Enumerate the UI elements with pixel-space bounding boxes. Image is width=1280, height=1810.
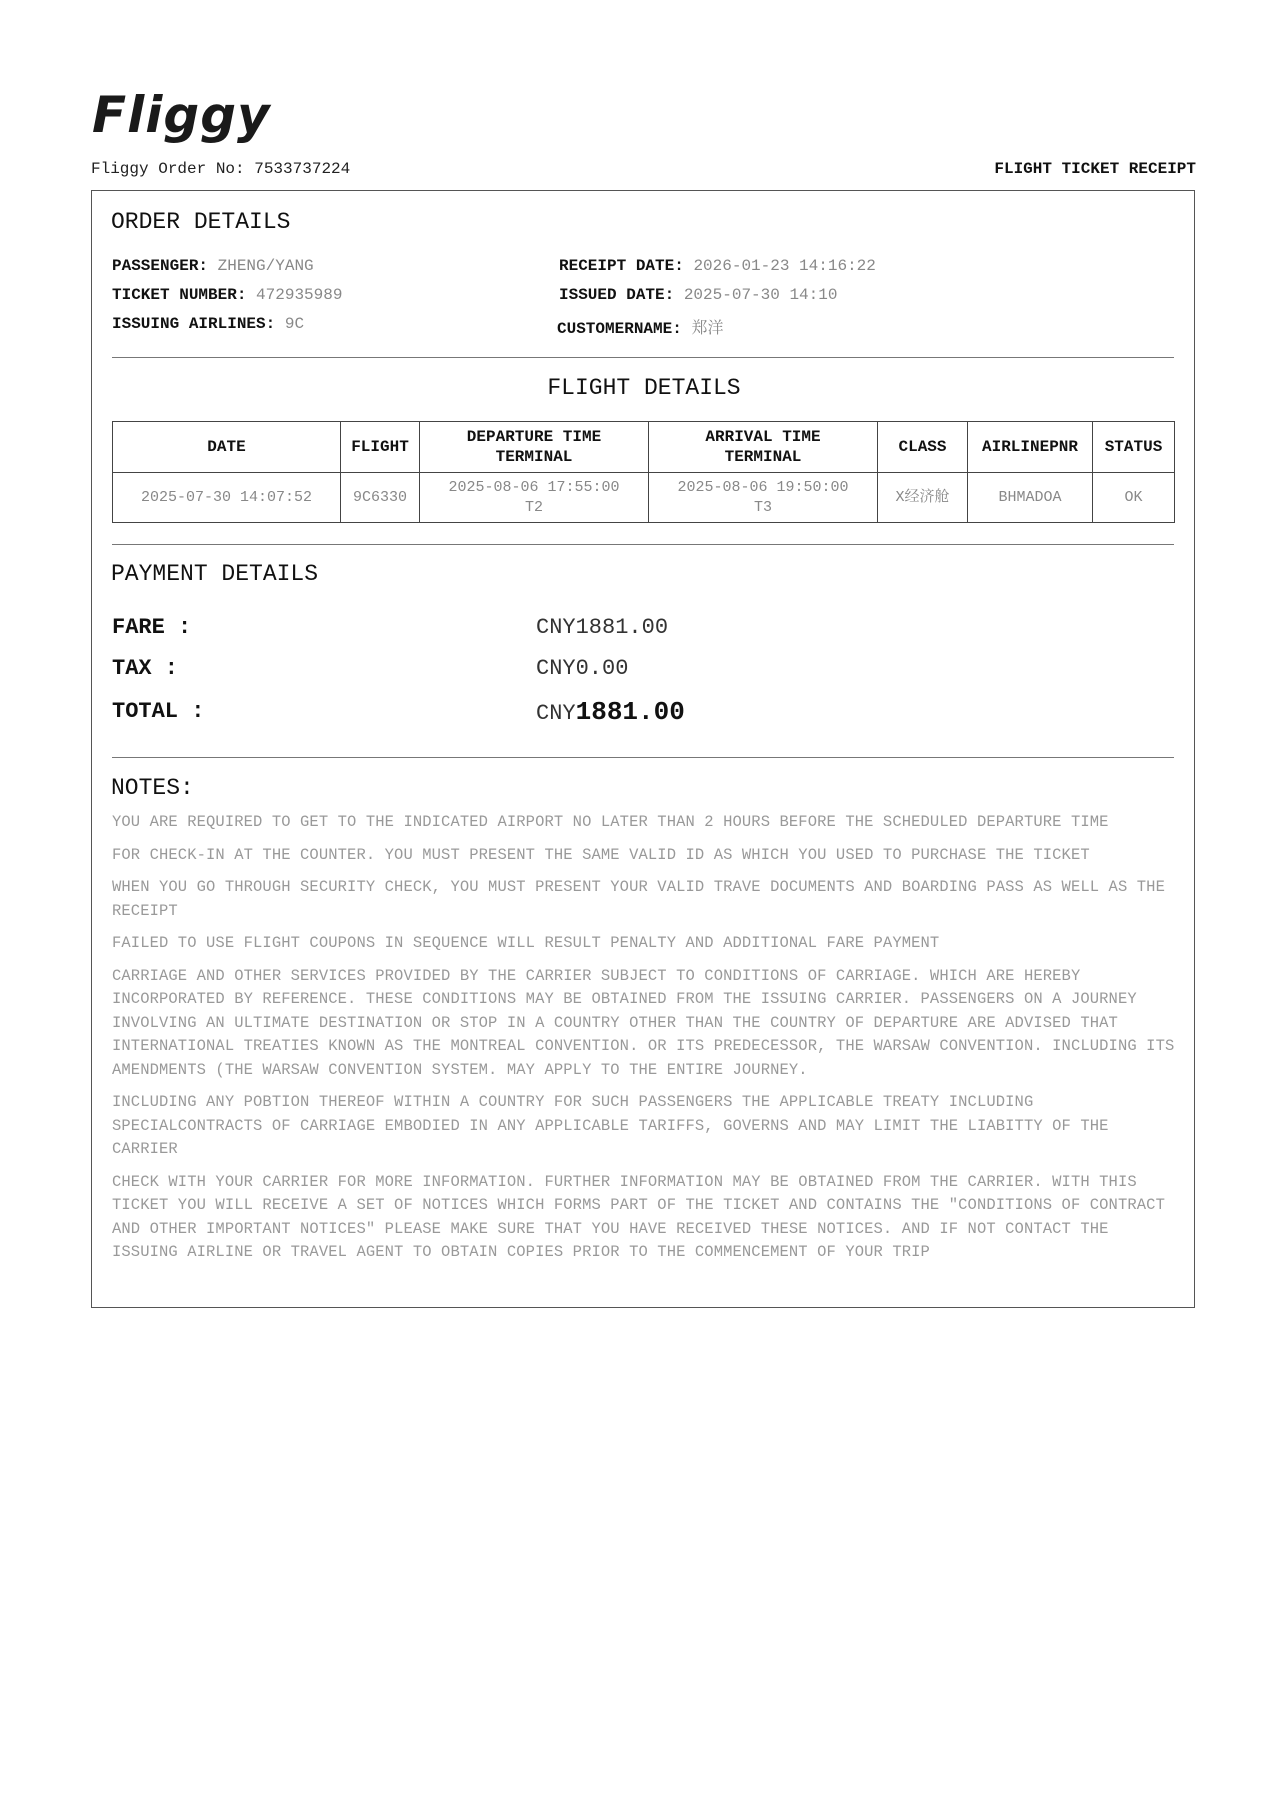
receipt-panel bbox=[91, 190, 1195, 1308]
table-row bbox=[113, 473, 1175, 523]
passenger-label: PASSENGER: bbox=[112, 257, 209, 275]
receipt-date-value: 2026-01-23 14:16:22 bbox=[693, 257, 876, 275]
cell-pnr: BHMADOA bbox=[968, 473, 1093, 523]
payment-details-title: PAYMENT DETAILS bbox=[111, 561, 319, 587]
col-header-arrival bbox=[649, 422, 878, 473]
cell-arrival-terminal: T3 bbox=[753, 498, 772, 516]
cell-departure-terminal: T2 bbox=[524, 498, 543, 516]
ticket-number-field bbox=[112, 286, 342, 304]
fliggy-logo: Fliggy bbox=[92, 86, 271, 144]
col-header-pnr: AIRLINEPNR bbox=[968, 422, 1093, 473]
note-item: FOR CHECK-IN AT THE COUNTER. YOU MUST PRESENT THE SAME VALID ID AS WHICH YOU USED TO PURCHASE THE TICKET bbox=[112, 845, 1090, 864]
col-header-flight: FLIGHT bbox=[341, 422, 420, 473]
cell-departure bbox=[420, 473, 649, 523]
ticket-number-value: 472935989 bbox=[256, 286, 343, 304]
note-item: CHECK WITH YOUR CARRIER FOR MORE INFORMATION. FURTHER INFORMATION MAY BE OBTAINED FROM THE CARRIER. WITH THIS TICKET YOU WILL RECEIVE A SET OF NOTICES WHICH FORMS PART OF THE TICKET AND CONTAINS THE "CONDITIONS OF CONTRACT AND OTHER IMPORTANT NOTICES" PLEASE MAKE SURE THAT YOU HAVE RECEIVED THESE NOTICES. AND IF NOT CONTACT THE ISSUING AIRLINE OR TRAVEL AGENT TO OBTAIN COPIES PRIOR TO THE COMMENCEMENT OF YOUR TRIP bbox=[112, 1172, 1165, 1261]
col-header-arrival-terminal: TERMINAL bbox=[724, 448, 802, 466]
document-title: FLIGHT TICKET RECEIPT bbox=[994, 160, 1196, 178]
ticket-number-label: TICKET NUMBER: bbox=[112, 286, 247, 304]
flight-table bbox=[112, 421, 1175, 523]
col-header-arrival-time: ARRIVAL TIME bbox=[705, 428, 821, 446]
cell-arrival-time: 2025-08-06 19:50:00 bbox=[677, 478, 849, 496]
col-header-status: STATUS bbox=[1093, 422, 1175, 473]
passenger-value: ZHENG/YANG bbox=[217, 257, 314, 275]
fare-value: CNY1881.00 bbox=[536, 615, 669, 640]
total-currency: CNY bbox=[536, 701, 576, 726]
note-item: CARRIAGE AND OTHER SERVICES PROVIDED BY THE CARRIER SUBJECT TO CONDITIONS OF CARRIAGE. WHICH ARE HEREBY INCORPORATED BY REFERENCE. THESE CONDITIONS MAY BE OBTAINED FROM THE ISSUING CARRIER. PASSENGERS ON A JOURNEY INVOLVING AN ULTIMATE DESTINATION OR STOP IN A COUNTRY OTHER THAN THE COUNTRY OF DEPARTURE ARE ADVISED THAT INTERNATIONAL TREATIES KNOWN AS THE MONTREAL CONVENTION. OR ITS PREDECESSOR, THE WARSAW CONVENTION. INCLUDING ITS AMENDMENTS (THE WARSAW CONVENTION SYSTEM. MAY APPLY TO THE ENTIRE JOURNEY. bbox=[112, 966, 1175, 1079]
total-amount: 1881.00 bbox=[575, 697, 685, 727]
note-item: WHEN YOU GO THROUGH SECURITY CHECK, YOU MUST PRESENT YOUR VALID TRAVE DOCUMENTS AND BOARDING PASS AS WELL AS THE RECEIPT bbox=[112, 878, 1165, 920]
tax-label: TAX : bbox=[112, 656, 179, 681]
note-item: INCLUDING ANY POBTION THEREOF WITHIN A COUNTRY FOR SUCH PASSENGERS THE APPLICABLE TREATY INCLUDING SPECIALCONTRACTS OF CARRIAGE EMBODIED IN ANY APPLICABLE TARIFFS, GOVERNS AND MAY LIMIT THE LIABITTY OF THE CARRIER bbox=[112, 1093, 1109, 1158]
order-details-title: ORDER DETAILS bbox=[111, 209, 291, 235]
customer-name-value: 郑洋 bbox=[691, 320, 724, 338]
flight-details-title: FLIGHT DETAILS bbox=[547, 375, 741, 401]
issued-date-field bbox=[559, 286, 837, 304]
divider bbox=[112, 544, 1174, 545]
passenger-field bbox=[112, 257, 314, 275]
col-header-departure-terminal: TERMINAL bbox=[495, 448, 573, 466]
receipt-date-field bbox=[559, 257, 876, 275]
cell-date: 2025-07-30 14:07:52 bbox=[113, 473, 341, 523]
tax-value: CNY0.00 bbox=[536, 656, 629, 681]
total-label: TOTAL : bbox=[112, 699, 205, 724]
customer-name-field bbox=[557, 315, 723, 338]
notes-list bbox=[112, 811, 1182, 1274]
receipt-date-label: RECEIPT DATE: bbox=[559, 257, 684, 275]
note-item: FAILED TO USE FLIGHT COUPONS IN SEQUENCE WILL RESULT PENALTY AND ADDITIONAL FARE PAYMENT bbox=[112, 934, 940, 952]
cell-status: OK bbox=[1093, 473, 1175, 523]
notes-title: NOTES: bbox=[111, 775, 194, 801]
col-header-date: DATE bbox=[113, 422, 341, 473]
cell-class: X经济舱 bbox=[878, 473, 968, 523]
customer-name-label: CUSTOMERNAME: bbox=[557, 320, 682, 338]
divider bbox=[112, 357, 1174, 358]
order-number: Fliggy Order No: 7533737224 bbox=[91, 160, 351, 178]
issued-date-label: ISSUED DATE: bbox=[559, 286, 675, 304]
cell-departure-time: 2025-08-06 17:55:00 bbox=[448, 478, 620, 496]
cell-flight: 9C6330 bbox=[341, 473, 420, 523]
col-header-class: CLASS bbox=[878, 422, 968, 473]
fare-label: FARE : bbox=[112, 615, 192, 640]
note-item: YOU ARE REQUIRED TO GET TO THE INDICATED AIRPORT NO LATER THAN 2 HOURS BEFORE THE SCHEDULED DEPARTURE TIME bbox=[112, 813, 1109, 831]
col-header-departure bbox=[420, 422, 649, 473]
total-value bbox=[536, 697, 685, 727]
issuing-airlines-value: 9C bbox=[284, 315, 305, 333]
flight-table-header bbox=[113, 422, 1175, 473]
issuing-airlines-label: ISSUING AIRLINES: bbox=[112, 315, 276, 333]
col-header-departure-time: DEPARTURE TIME bbox=[466, 428, 602, 446]
issued-date-value: 2025-07-30 14:10 bbox=[683, 286, 838, 304]
divider bbox=[112, 757, 1174, 758]
cell-arrival bbox=[649, 473, 878, 523]
issuing-airlines-field bbox=[112, 315, 304, 333]
